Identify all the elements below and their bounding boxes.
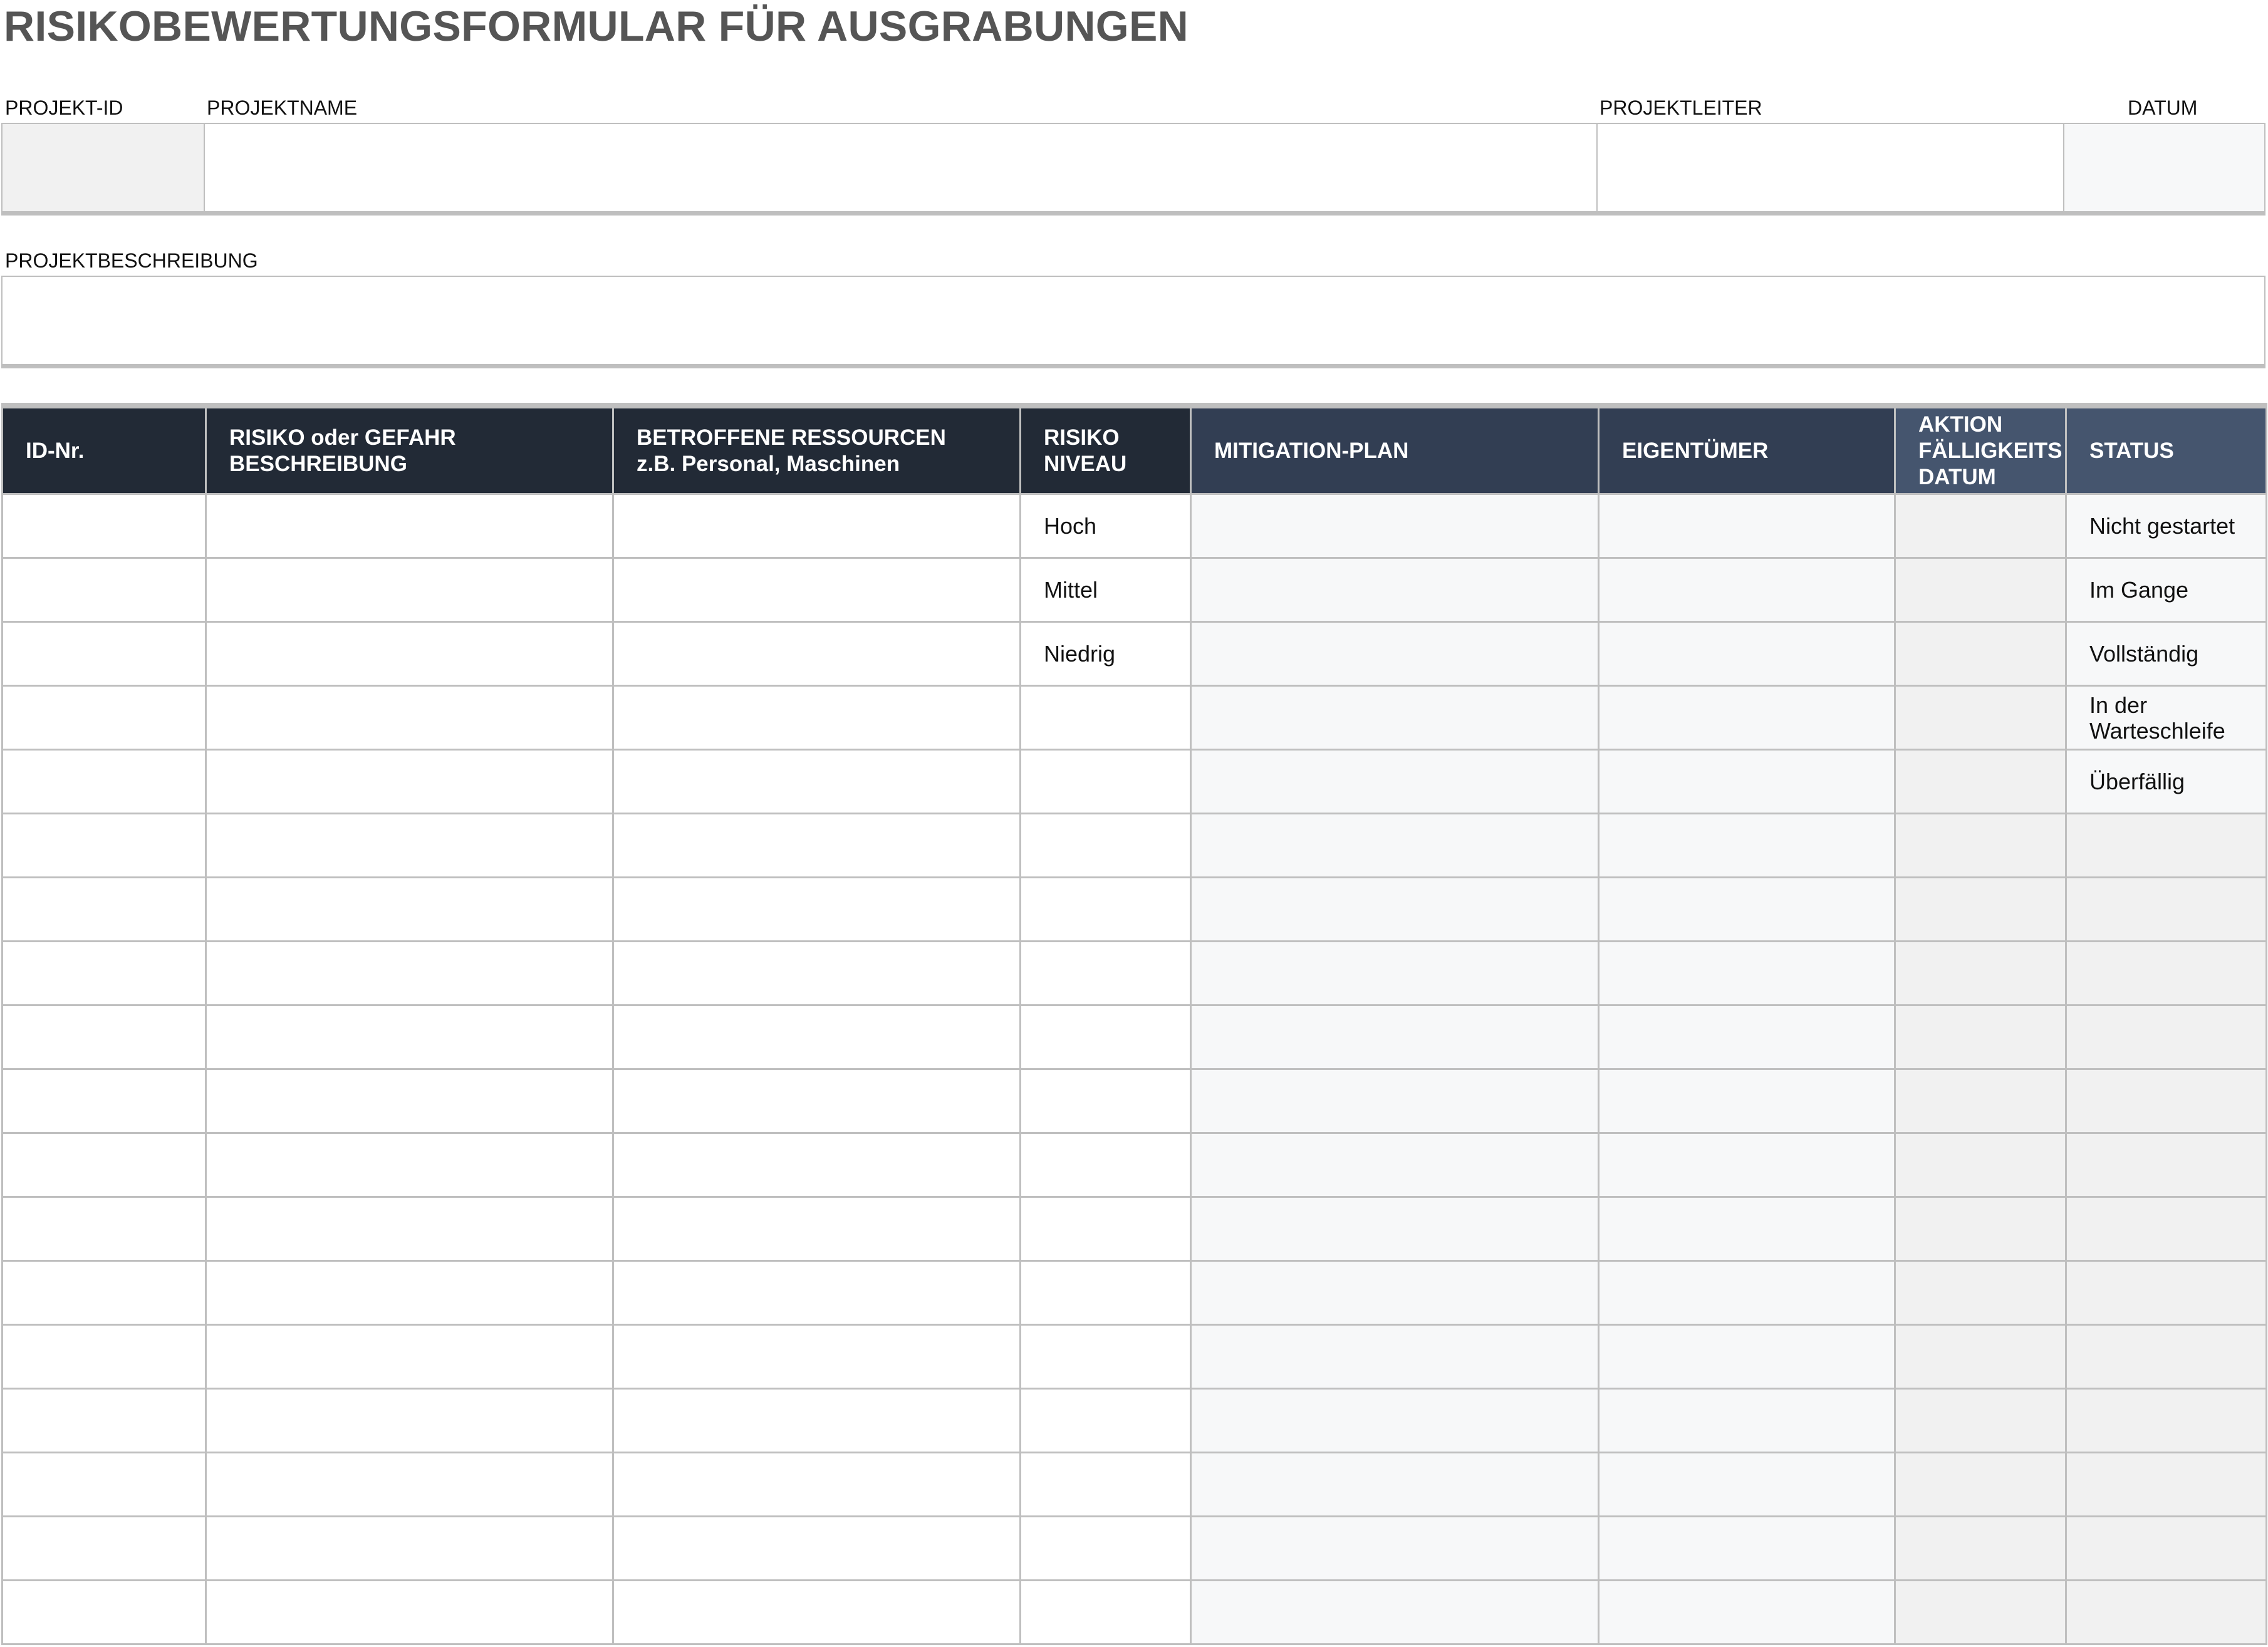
cell-status[interactable] xyxy=(2066,878,2267,942)
cell-mitigation-plan[interactable] xyxy=(1191,1133,1599,1197)
cell-mitigation-plan[interactable] xyxy=(1191,878,1599,942)
table-row xyxy=(3,1197,2267,1261)
cell-action-due-date[interactable] xyxy=(1895,686,2066,750)
cell-affected-resources[interactable] xyxy=(613,1517,1021,1581)
cell-owner[interactable] xyxy=(1599,1581,1895,1644)
cell-risk-level[interactable]: Hoch xyxy=(1021,494,1191,558)
project-description-label: PROJEKTBESCHREIBUNG xyxy=(5,249,258,272)
cell-status[interactable] xyxy=(2066,1389,2267,1453)
table-row xyxy=(3,1517,2267,1581)
cell-status[interactable] xyxy=(2066,1197,2267,1261)
cell-id[interactable] xyxy=(3,1261,206,1325)
cell-affected-resources[interactable] xyxy=(613,686,1021,750)
cell-risk-level[interactable] xyxy=(1021,1133,1191,1197)
cell-owner[interactable] xyxy=(1599,1325,1895,1389)
cell-risk-description[interactable] xyxy=(206,1261,613,1325)
table-row xyxy=(3,814,2267,878)
cell-status[interactable] xyxy=(2066,1005,2267,1069)
cell-id[interactable] xyxy=(3,1517,206,1581)
cell-status[interactable]: Nicht gestartet xyxy=(2066,494,2267,558)
cell-mitigation-plan[interactable] xyxy=(1191,622,1599,686)
table-header-row xyxy=(3,406,2267,494)
project-name-label: PROJEKTNAME xyxy=(207,96,358,119)
table-row xyxy=(3,686,2267,750)
cell-id[interactable] xyxy=(3,1581,206,1644)
date-label: DATUM xyxy=(2128,96,2198,119)
cell-status[interactable] xyxy=(2066,1069,2267,1133)
project-id-label: PROJEKT-ID xyxy=(5,96,123,119)
cell-mitigation-plan[interactable] xyxy=(1191,1453,1599,1517)
cell-mitigation-plan[interactable] xyxy=(1191,1005,1599,1069)
cell-action-due-date[interactable] xyxy=(1895,558,2066,622)
cell-risk-level[interactable]: Mittel xyxy=(1021,558,1191,622)
cell-risk-level[interactable] xyxy=(1021,878,1191,942)
cell-action-due-date[interactable] xyxy=(1895,494,2066,558)
table-row xyxy=(3,1581,2267,1644)
table-row xyxy=(3,1069,2267,1133)
cell-affected-resources[interactable] xyxy=(613,878,1021,942)
cell-affected-resources[interactable] xyxy=(613,1005,1021,1069)
cell-affected-resources[interactable] xyxy=(613,1197,1021,1261)
cell-id[interactable] xyxy=(3,558,206,622)
cell-status[interactable] xyxy=(2066,1261,2267,1325)
cell-owner[interactable] xyxy=(1599,558,1895,622)
cell-owner[interactable] xyxy=(1599,1261,1895,1325)
cell-mitigation-plan[interactable] xyxy=(1191,1517,1599,1581)
cell-id[interactable] xyxy=(3,1197,206,1261)
cell-affected-resources[interactable] xyxy=(613,558,1021,622)
cell-action-due-date[interactable] xyxy=(1895,1389,2066,1453)
cell-status[interactable] xyxy=(2066,1581,2267,1644)
cell-risk-description[interactable] xyxy=(206,1325,613,1389)
cell-owner[interactable] xyxy=(1599,750,1895,814)
cell-risk-level[interactable] xyxy=(1021,942,1191,1005)
cell-affected-resources[interactable] xyxy=(613,750,1021,814)
cell-action-due-date[interactable] xyxy=(1895,1005,2066,1069)
header-owner xyxy=(1599,406,1895,494)
cell-risk-description[interactable] xyxy=(206,686,613,750)
header-due-line1: AKTION xyxy=(1918,412,2003,437)
cell-risk-level[interactable] xyxy=(1021,1389,1191,1453)
cell-risk-level[interactable] xyxy=(1021,1197,1191,1261)
cell-owner[interactable] xyxy=(1599,1389,1895,1453)
form-title: RISIKOBEWERTUNGSFORMULAR FÜR AUSGRABUNGEN xyxy=(4,3,1189,50)
table-row xyxy=(3,1261,2267,1325)
cell-status[interactable] xyxy=(2066,814,2267,878)
cell-risk-level[interactable] xyxy=(1021,1005,1191,1069)
cell-action-due-date[interactable] xyxy=(1895,1581,2066,1644)
cell-risk-level[interactable] xyxy=(1021,686,1191,750)
table-row xyxy=(3,942,2267,1005)
cell-owner[interactable] xyxy=(1599,1453,1895,1517)
header-action-due-date xyxy=(1895,406,2066,494)
cell-id[interactable] xyxy=(3,1453,206,1517)
table-row xyxy=(3,558,2267,622)
cell-owner[interactable] xyxy=(1599,942,1895,1005)
cell-action-due-date[interactable] xyxy=(1895,1069,2066,1133)
cell-affected-resources[interactable] xyxy=(613,1325,1021,1389)
cell-id[interactable] xyxy=(3,1133,206,1197)
cell-action-due-date[interactable] xyxy=(1895,1453,2066,1517)
cell-risk-description[interactable] xyxy=(206,1005,613,1069)
cell-id[interactable] xyxy=(3,750,206,814)
cell-status[interactable] xyxy=(2066,1517,2267,1581)
table-row xyxy=(3,1005,2267,1069)
cell-action-due-date[interactable] xyxy=(1895,1517,2066,1581)
cell-mitigation-plan[interactable] xyxy=(1191,750,1599,814)
cell-mitigation-plan[interactable] xyxy=(1191,558,1599,622)
cell-action-due-date[interactable] xyxy=(1895,878,2066,942)
cell-owner[interactable] xyxy=(1599,1133,1895,1197)
cell-risk-description[interactable] xyxy=(206,1389,613,1453)
header-id xyxy=(3,406,206,494)
header-resources-line2: z.B. Personal, Maschinen xyxy=(637,451,900,476)
cell-action-due-date[interactable] xyxy=(1895,750,2066,814)
cell-risk-description[interactable] xyxy=(206,750,613,814)
cell-owner[interactable] xyxy=(1599,814,1895,878)
cell-id[interactable] xyxy=(3,942,206,1005)
cell-risk-description[interactable] xyxy=(206,942,613,1005)
cell-mitigation-plan[interactable] xyxy=(1191,1325,1599,1389)
cell-id[interactable] xyxy=(3,1389,206,1453)
cell-risk-level[interactable] xyxy=(1021,1517,1191,1581)
header-due-line2: FÄLLIGKEITS xyxy=(1918,438,2063,463)
cell-owner[interactable] xyxy=(1599,1517,1895,1581)
header-mitigation-label: MITIGATION-PLAN xyxy=(1214,438,1409,463)
cell-risk-description[interactable] xyxy=(206,878,613,942)
cell-action-due-date[interactable] xyxy=(1895,1133,2066,1197)
cell-affected-resources[interactable] xyxy=(613,494,1021,558)
cell-status[interactable] xyxy=(2066,1453,2267,1517)
cell-owner[interactable] xyxy=(1599,1005,1895,1069)
header-status xyxy=(2066,406,2267,494)
cell-id[interactable] xyxy=(3,622,206,686)
cell-risk-description[interactable] xyxy=(206,1453,613,1517)
cell-affected-resources[interactable] xyxy=(613,814,1021,878)
date-field[interactable] xyxy=(2063,123,2265,216)
header-due-line3: DATUM xyxy=(1918,464,1996,489)
cell-affected-resources[interactable] xyxy=(613,622,1021,686)
cell-risk-description[interactable] xyxy=(206,1197,613,1261)
table-row xyxy=(3,1389,2267,1453)
header-id-label: ID-Nr. xyxy=(26,438,85,463)
cell-id[interactable] xyxy=(3,1069,206,1133)
cell-risk-level[interactable] xyxy=(1021,814,1191,878)
cell-status[interactable]: Im Gange xyxy=(2066,558,2267,622)
header-risk-description xyxy=(206,406,613,494)
cell-mitigation-plan[interactable] xyxy=(1191,814,1599,878)
header-risk-line1: RISIKO oder GEFAHR xyxy=(229,425,456,450)
cell-risk-description[interactable] xyxy=(206,1069,613,1133)
cell-owner[interactable] xyxy=(1599,1197,1895,1261)
project-lead-field[interactable] xyxy=(1596,123,2064,216)
project-description-field[interactable] xyxy=(1,276,2265,368)
table-row xyxy=(3,1325,2267,1389)
cell-risk-description[interactable] xyxy=(206,1517,613,1581)
cell-owner[interactable] xyxy=(1599,622,1895,686)
cell-mitigation-plan[interactable] xyxy=(1191,686,1599,750)
cell-affected-resources[interactable] xyxy=(613,942,1021,1005)
table-body xyxy=(3,494,2267,1644)
cell-owner[interactable] xyxy=(1599,686,1895,750)
cell-risk-description[interactable] xyxy=(206,558,613,622)
header-owner-label: EIGENTÜMER xyxy=(1622,438,1769,463)
project-lead-label: PROJEKTLEITER xyxy=(1600,96,1762,119)
cell-mitigation-plan[interactable] xyxy=(1191,1581,1599,1644)
cell-risk-level[interactable] xyxy=(1021,750,1191,814)
table-row xyxy=(3,1133,2267,1197)
cell-owner[interactable] xyxy=(1599,494,1895,558)
cell-action-due-date[interactable] xyxy=(1895,1325,2066,1389)
cell-affected-resources[interactable] xyxy=(613,1581,1021,1644)
cell-action-due-date[interactable] xyxy=(1895,1261,2066,1325)
cell-mitigation-plan[interactable] xyxy=(1191,494,1599,558)
cell-action-due-date[interactable] xyxy=(1895,1197,2066,1261)
cell-mitigation-plan[interactable] xyxy=(1191,942,1599,1005)
cell-risk-level[interactable] xyxy=(1021,1069,1191,1133)
table-row xyxy=(3,878,2267,942)
cell-status[interactable]: Vollständig xyxy=(2066,622,2267,686)
cell-mitigation-plan[interactable] xyxy=(1191,1197,1599,1261)
cell-affected-resources[interactable] xyxy=(613,1133,1021,1197)
header-level-line1: RISIKO xyxy=(1044,425,1120,450)
cell-risk-level[interactable]: Niedrig xyxy=(1021,622,1191,686)
project-id-field[interactable] xyxy=(1,123,205,216)
cell-risk-description[interactable] xyxy=(206,1581,613,1644)
cell-id[interactable] xyxy=(3,878,206,942)
table-row xyxy=(3,750,2267,814)
cell-status[interactable] xyxy=(2066,1133,2267,1197)
cell-risk-description[interactable] xyxy=(206,494,613,558)
table-row xyxy=(3,494,2267,558)
header-affected-resources xyxy=(613,406,1021,494)
cell-affected-resources[interactable] xyxy=(613,1069,1021,1133)
cell-owner[interactable] xyxy=(1599,878,1895,942)
cell-id[interactable] xyxy=(3,1005,206,1069)
table-row xyxy=(3,622,2267,686)
cell-affected-resources[interactable] xyxy=(613,1389,1021,1453)
cell-status[interactable]: Überfällig xyxy=(2066,750,2267,814)
header-status-label: STATUS xyxy=(2089,438,2174,463)
cell-risk-level[interactable] xyxy=(1021,1325,1191,1389)
cell-id[interactable] xyxy=(3,494,206,558)
cell-mitigation-plan[interactable] xyxy=(1191,1389,1599,1453)
cell-status[interactable] xyxy=(2066,942,2267,1005)
cell-mitigation-plan[interactable] xyxy=(1191,1261,1599,1325)
risk-table xyxy=(1,403,2267,1645)
header-mitigation-plan xyxy=(1191,406,1599,494)
cell-status[interactable]: In der Warteschleife xyxy=(2066,686,2267,750)
table-row xyxy=(3,1453,2267,1517)
header-risk-level xyxy=(1021,406,1191,494)
cell-affected-resources[interactable] xyxy=(613,1453,1021,1517)
cell-risk-level[interactable] xyxy=(1021,1581,1191,1644)
header-level-line2: NIVEAU xyxy=(1044,451,1127,476)
header-resources-line1: BETROFFENE RESSOURCEN xyxy=(637,425,946,450)
cell-affected-resources[interactable] xyxy=(613,1261,1021,1325)
cell-status[interactable] xyxy=(2066,1325,2267,1389)
cell-risk-level[interactable] xyxy=(1021,1453,1191,1517)
cell-action-due-date[interactable] xyxy=(1895,622,2066,686)
cell-owner[interactable] xyxy=(1599,1069,1895,1133)
header-risk-line2: BESCHREIBUNG xyxy=(229,451,407,476)
cell-action-due-date[interactable] xyxy=(1895,814,2066,878)
cell-id[interactable] xyxy=(3,814,206,878)
cell-id[interactable] xyxy=(3,1325,206,1389)
cell-risk-level[interactable] xyxy=(1021,1261,1191,1325)
project-name-field[interactable] xyxy=(204,123,1598,216)
cell-risk-description[interactable] xyxy=(206,622,613,686)
cell-mitigation-plan[interactable] xyxy=(1191,1069,1599,1133)
cell-action-due-date[interactable] xyxy=(1895,942,2066,1005)
cell-risk-description[interactable] xyxy=(206,1133,613,1197)
cell-risk-description[interactable] xyxy=(206,814,613,878)
cell-id[interactable] xyxy=(3,686,206,750)
